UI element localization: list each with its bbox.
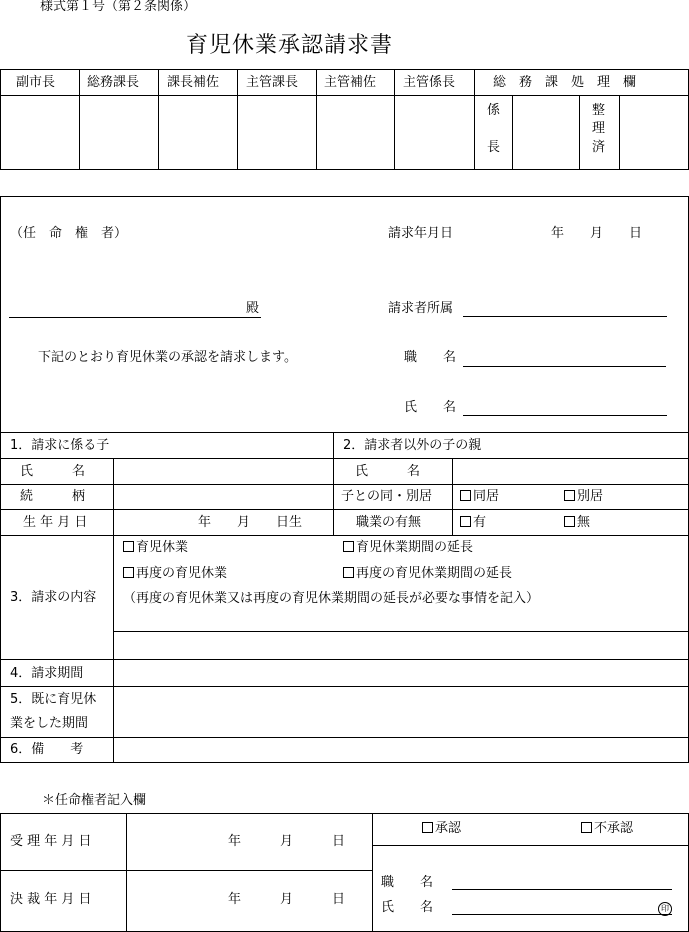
opt-encho[interactable] (343, 541, 473, 554)
kakari-label: 係 (487, 103, 501, 118)
header-somu-shori: 総 務 課 処 理 欄 (493, 75, 637, 90)
header-shukan-kakaricho: 主管係長 (403, 75, 456, 90)
checkbox-icon (564, 490, 575, 501)
checkbox-icon (343, 567, 354, 578)
checkbox-icon (564, 516, 575, 527)
fushonin-label: 不承認 (594, 821, 634, 836)
child-zokugara-label: 続 柄 (20, 489, 86, 504)
appointer-shoku-label: 職 名 (381, 875, 434, 890)
appointer-shoku-field[interactable] (452, 889, 672, 890)
parent-dokyo-label: 子との同・別居 (341, 489, 433, 504)
parent-shokugyo-label: 職業の有無 (356, 515, 422, 530)
juri-label: 受 理 年 月 日 (10, 834, 92, 849)
opt-ikuji-kyugyo[interactable] (123, 541, 188, 554)
checkbox-icon (123, 541, 134, 552)
header-somu-kacho: 総務課長 (87, 75, 140, 90)
seiri-label-3: 済 (592, 140, 606, 155)
form-title: 育児休業承認請求書 (186, 33, 394, 58)
parent-name-label: 氏 名 (355, 464, 421, 479)
checkbox-icon (343, 541, 354, 552)
dokyo-label: 同居 (473, 489, 500, 504)
shokugyo-yes-checkbox[interactable] (460, 516, 486, 529)
seiri-label-1: 整 (592, 103, 606, 118)
shimei-field[interactable] (463, 415, 667, 416)
content-note: （再度の育児休業又は再度の育児休業期間の延長が必要な事情を記入） (123, 591, 540, 606)
parent-header: 2．請求者以外の子の親 (343, 438, 482, 453)
child-birth-value[interactable]: 年 月 日生 (198, 515, 303, 530)
checkbox-icon (460, 516, 471, 527)
shimei-label: 氏 名 (404, 400, 457, 415)
request-date-label: 請求年月日 (388, 226, 454, 241)
header-kacho-hosa: 課長補佐 (167, 75, 220, 90)
checkbox-icon (422, 822, 433, 833)
juri-date[interactable]: 年 月 日 (228, 834, 346, 849)
opt-saido-encho[interactable] (343, 567, 512, 580)
seiri-label-2: 理 (592, 121, 606, 136)
appointer-caption: ＊任命権者記入欄 (42, 793, 147, 808)
bekkyo-checkbox[interactable] (564, 490, 603, 503)
past-label-2: 業をした期間 (10, 716, 89, 731)
child-header: 1．請求に係る子 (10, 438, 110, 453)
kakari-label-2: 長 (487, 140, 501, 155)
request-date-value[interactable]: 年 月 日 (551, 226, 643, 241)
opt-label: 育児休業期間の延長 (356, 540, 474, 555)
checkbox-icon (581, 822, 592, 833)
child-name-label: 氏 名 (20, 464, 86, 479)
opt-label: 再度の育児休業 (136, 566, 228, 581)
appointer-shimei-field[interactable] (452, 914, 672, 915)
header-shukan-kacho: 主管課長 (246, 75, 299, 90)
dono-label: 殿 (246, 301, 260, 316)
header-fukushicho: 副市長 (16, 75, 56, 90)
opt-label: 再度の育児休業期間の延長 (356, 566, 513, 581)
bekkyo-label: 別居 (577, 489, 604, 504)
kessai-date[interactable]: 年 月 日 (228, 892, 346, 907)
shoku-label: 職 名 (404, 350, 457, 365)
form-number: 様式第１号（第２条関係） (40, 0, 197, 14)
shozoku-field[interactable] (463, 316, 667, 317)
addressee-line[interactable] (9, 317, 261, 318)
kessai-label: 決 裁 年 月 日 (10, 892, 92, 907)
checkbox-icon (123, 567, 134, 578)
shokugyo-no-label: 無 (577, 515, 591, 530)
request-statement: 下記のとおり育児休業の承認を請求します。 (38, 350, 297, 365)
shokugyo-yes-label: 有 (473, 515, 487, 530)
fushonin-checkbox[interactable] (581, 822, 633, 835)
shonin-checkbox[interactable] (422, 822, 461, 835)
shoku-field[interactable] (463, 366, 666, 367)
shozoku-label: 請求者所属 (388, 301, 454, 316)
child-birth-label: 生 年 月 日 (23, 515, 88, 530)
period-label: 4．請求期間 (10, 666, 84, 681)
shonin-label: 承認 (435, 821, 462, 836)
past-label-1: 5．既に育児休 (10, 692, 97, 707)
biko-label: 6．備 考 (10, 742, 84, 757)
header-shukan-hosa: 主管補佐 (324, 75, 377, 90)
ninmei-kensha: （任 命 権 者） (10, 226, 128, 241)
checkbox-icon (460, 490, 471, 501)
content-label: 3．請求の内容 (10, 590, 97, 605)
dokyo-checkbox[interactable] (460, 490, 499, 503)
shokugyo-no-checkbox[interactable] (564, 516, 590, 529)
opt-saido-kyugyo[interactable] (123, 567, 227, 580)
opt-label: 育児休業 (136, 540, 189, 555)
appointer-shimei-label: 氏 名 (381, 900, 434, 915)
seal-icon: 印 (658, 902, 672, 916)
